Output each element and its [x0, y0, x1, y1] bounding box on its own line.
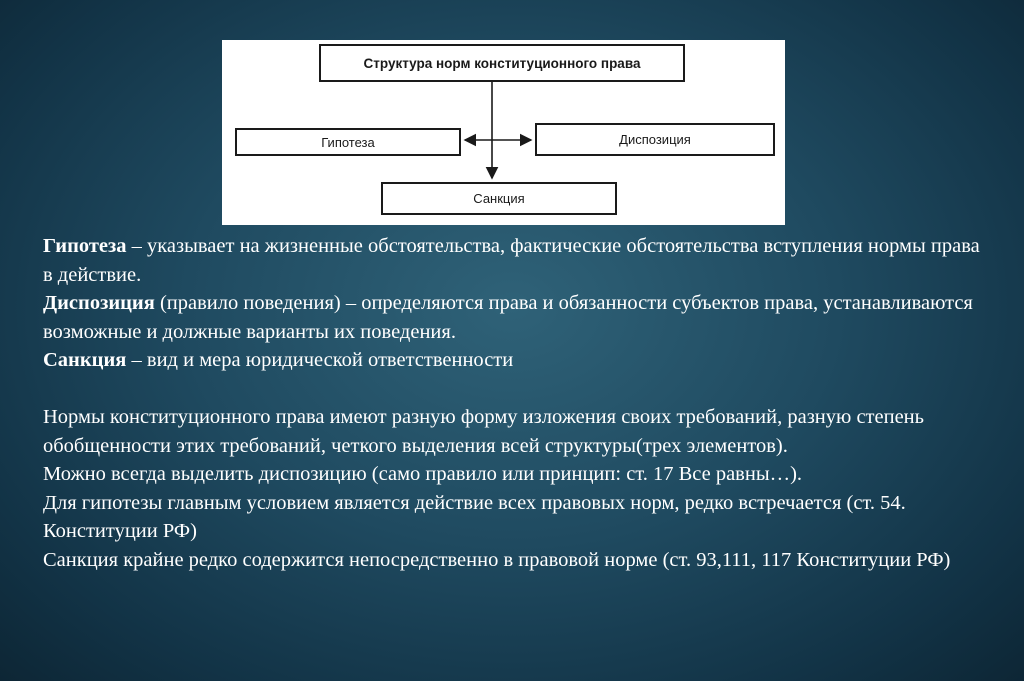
- sanction-box: Санкция: [381, 182, 617, 215]
- structure-diagram: [222, 40, 785, 225]
- body-paragraph-2: Можно всегда выделить диспозицию (само правило или принцип: ст. 17 Все равны…).: [43, 463, 803, 485]
- disposition-desc: (правило поведения) – определяются права и обязанности субъектов права, устанавливаются возможные и должные варианты их поведения.: [43, 292, 973, 343]
- sanction-desc: – вид и мера юридической ответственности: [126, 349, 514, 371]
- hypothesis-term: Гипотеза: [43, 235, 127, 257]
- sanction-term: Санкция: [43, 349, 127, 371]
- body-paragraph-1: Нормы конституционного права имеют разную форму изложения своих требований, разную степень обобщенности этих требований, четкого выделения всей структуры(трех элементов).: [43, 406, 924, 457]
- body-paragraph-3: Для гипотезы главным условием является действие всех правовых норм, редко встречается (ст. 54. Конституции РФ): [43, 491, 906, 542]
- hypothesis-box: Гипотеза: [235, 128, 461, 156]
- hypothesis-desc: – указывает на жизненные обстоятельства, фактические обстоятельства вступления нормы права в действие.: [43, 235, 980, 286]
- diagram-title-box: Структура норм конституционного права: [319, 44, 685, 82]
- slide-text: [43, 232, 993, 574]
- paragraph-gap: [43, 375, 993, 404]
- disposition-term: Диспозиция: [43, 292, 155, 314]
- hypothesis-definition: [43, 232, 993, 289]
- body-paragraph-4: Санкция крайне редко содержится непосредственно в правовой норме (ст. 93,111, 117 Конституции РФ): [43, 548, 951, 571]
- disposition-box: Диспозиция: [535, 123, 775, 156]
- sanction-definition: [43, 346, 993, 375]
- disposition-definition: [43, 289, 993, 346]
